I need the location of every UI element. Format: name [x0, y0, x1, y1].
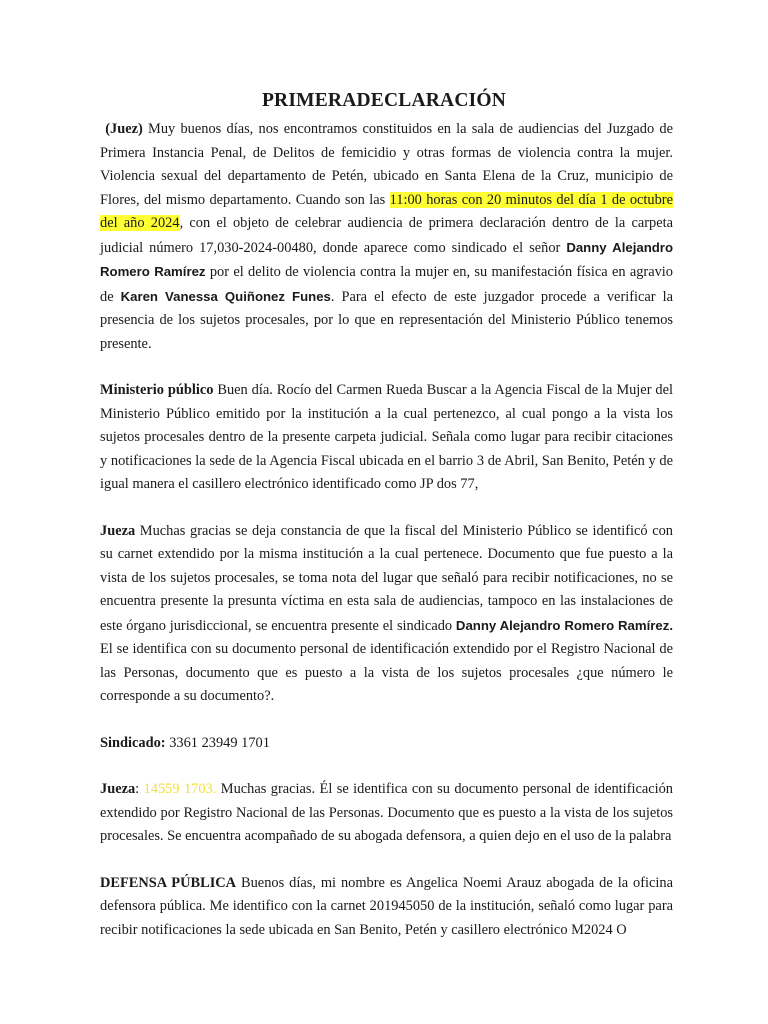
paragraph-spacer: [100, 356, 673, 379]
paragraph-sindicado: [100, 732, 673, 756]
document-title: PRIMERADECLARACIÓN: [261, 90, 507, 111]
paragraph-text: . Para el efecto de este juzgador procede a verificar la presencia de los sujetos procesales, por lo que en representación del Ministerio Público tenemos presente.: [100, 288, 673, 352]
paragraph-jueza-2: [100, 778, 673, 849]
speaker-label: (Juez): [105, 121, 143, 137]
paragraph-text: Muchas gracias. Él se identifica con su documento personal de identificación extendido por Registro Nacional de las Personas. Documento que es puesto a la vista de los sujetos procesales. Se encuentra acompañado de su abogada defensora, a quien dejo en el uso de la palabra: [100, 781, 673, 844]
paragraph-text: 3361 23949 1701: [165, 734, 270, 751]
speaker-label: Sindicado:: [100, 734, 166, 751]
paragraph-text: :: [135, 781, 144, 797]
paragraph-text: por el delito de violencia contra la mujer en, su manifestación física en agravio de: [100, 264, 673, 305]
paragraph-spacer: [100, 709, 673, 732]
id-number-text: 14559 1703.: [143, 781, 217, 797]
document-body: [100, 118, 673, 942]
paragraph-ministerio-publico: [100, 379, 673, 497]
paragraph-spacer: [100, 755, 673, 778]
paragraph-text: , con el objeto de celebrar audiencia de primera declaración dentro de la carpeta judicial número 17,030-2024-00480, donde aparece como sindicado el señor: [100, 215, 673, 256]
speaker-label: DEFENSA PÚBLICA: [100, 874, 237, 891]
speaker-label: Jueza: [100, 522, 136, 539]
paragraph-text: El se identifica con su documento personal de identificación extendido por el Registro Nacional de las Personas, documento que es puesto a la vista de los sujetos procesales ¿que número le corresponde a su documento?.: [100, 641, 673, 704]
paragraph-spacer: [100, 497, 673, 520]
paragraph-jueza-1: [100, 520, 673, 709]
victim-name: Karen Vanessa Quiñonez Funes: [120, 288, 331, 304]
paragraph-text: Buenos días, mi nombre es Angelica Noemi Arauz abogada de la oficina defensora pública. Me identifico con la carnet 201945050 de la institución, señaló como lugar para recibir notificaciones la sede ubicada en San Benito, Petén y casillero electrónico M2024 O: [100, 874, 673, 938]
speaker-label: Ministerio público: [100, 382, 214, 398]
speaker-label: Jueza: [100, 781, 136, 797]
paragraph-text: Buen día. Rocío del Carmen Rueda Buscar a la Agencia Fiscal de la Mujer del Ministerio Público emitido por la institución a la cual pertenezco, al cual pongo a la vista los sujetos procesales dentro de la presente carpeta judicial. Señala como lugar para recibir citaciones y notificaciones la sede de la Agencia Fiscal ubicada en el barrio 3 de Abril, San Benito, Petén y de igual manera el casillero electrónico identificado como JP dos 77,: [100, 382, 673, 492]
highlighted-datetime: 11:00 horas con 20 minutos del día 1 de octubre del año 2024: [100, 191, 673, 231]
paragraph-text: Muchas gracias se deja constancia de que la fiscal del Ministerio Público se identificó con su carnet extendido por la misma institución a la cual pertenece. Documento que fue puesto a la vista de los sujetos procesales, se toma nota del lugar que señaló para recibir notificaciones, no se encuentra presente la presunta víctima en esta sala de audiencias, tampoco en las instalaciones de este órgano jurisdiccional, se encuentra presente el sindicado: [100, 522, 673, 634]
paragraph-defensa-publica: [100, 872, 673, 943]
paragraph-text: Muy buenos días, nos encontramos constituidos en la sala de audiencias del Juzgado de Primera Instancia Penal, de Delitos de femicidio y otras formas de violencia contra la mujer. Violencia sexual del departamento de Petén, ubicado en Santa Elena de la Cruz, municipio de Flores, del mismo departamento. Cuando son las: [100, 121, 673, 208]
accused-name: Danny Alejandro Romero Ramírez: [100, 239, 673, 279]
accused-name: Danny Alejandro Romero Ramírez.: [455, 617, 673, 633]
paragraph-spacer: [100, 849, 673, 872]
paragraph-juez-opening: [100, 118, 673, 356]
